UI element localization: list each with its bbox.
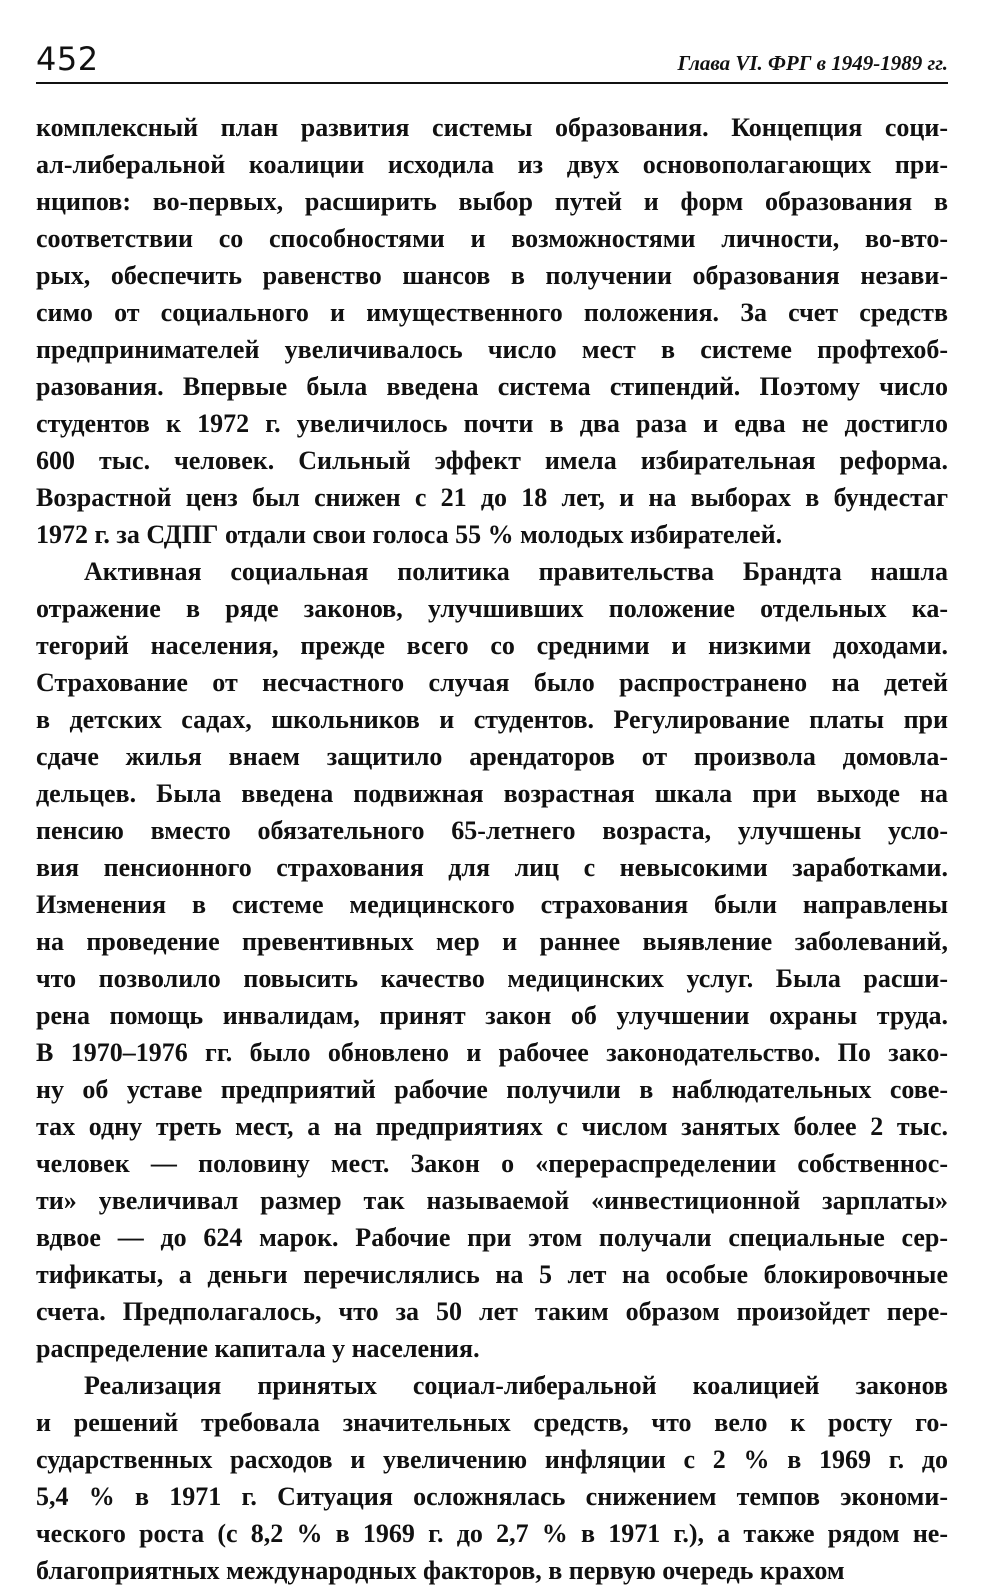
text-line: Активная социальная политика правительства Брандта нашла xyxy=(84,557,948,586)
text-line: вия пенсионного страхования для лиц с невысокими заработками. xyxy=(36,853,948,882)
text-line: симо от социального и имущественного положения. За счет средств xyxy=(36,298,948,327)
text-line: соответствии со способностями и возможностями личности, во-вто- xyxy=(36,224,948,253)
paragraph xyxy=(36,553,948,1367)
text-line: рых, обеспечить равенство шансов в получении образования незави- xyxy=(36,261,948,290)
text-line: в детских садах, школьников и студентов. Регулирование платы при xyxy=(36,705,948,734)
text-line: ти» увеличивал размер так называемой «инвестиционной зарплаты» xyxy=(36,1186,948,1215)
text-line: сдаче жилья внаем защитило арендаторов от произвола домовла- xyxy=(36,742,948,771)
text-line: 1972 г. за СДПГ отдали свои голоса 55 % молодых избирателей. xyxy=(36,520,783,549)
page-header xyxy=(36,40,948,84)
paragraph xyxy=(36,1367,948,1589)
text-line: В 1970–1976 гг. было обновлено и рабочее законодательство. По зако- xyxy=(36,1038,948,1067)
text-line: сударственных расходов и увеличению инфляции с 2 % в 1969 г. до xyxy=(36,1445,948,1474)
text-line: 5,4 % в 1971 г. Ситуация осложнялась снижением темпов экономи- xyxy=(36,1482,948,1511)
text-line: Реализация принятых социал-либеральной коалицией законов xyxy=(84,1371,948,1400)
text-line: и решений требовала значительных средств, что вело к росту го- xyxy=(36,1408,948,1437)
text-line: тегорий населения, прежде всего со средними и низкими доходами. xyxy=(36,631,948,660)
text-line: человек — половину мест. Закон о «перераспределении собственнос- xyxy=(36,1149,948,1178)
book-page xyxy=(36,0,948,1594)
text-line: предпринимателей увеличивалось число мест в системе профтехоб- xyxy=(36,335,948,364)
running-head: Глава VI. ФРГ в 1949-1989 гг. xyxy=(677,51,948,75)
paragraph xyxy=(36,109,948,553)
text-line: нципов: во-первых, расширить выбор путей и форм образования в xyxy=(36,187,948,216)
text-line: отражение в ряде законов, улучшивших положение отдельных ка- xyxy=(36,594,948,623)
text-line: ну об уставе предприятий рабочие получили в наблюдательных сове- xyxy=(36,1075,948,1104)
text-line: благоприятных международных факторов, в первую очередь крахом xyxy=(36,1556,845,1585)
text-line: тификаты, а деньги перечислялись на 5 лет на особые блокировочные xyxy=(36,1260,948,1289)
text-line: тах одну треть мест, а на предприятиях с числом занятых более 2 тыс. xyxy=(36,1112,948,1141)
text-line: дельцев. Была введена подвижная возрастная шкала при выходе на xyxy=(36,779,948,808)
text-line: рена помощь инвалидам, принят закон об улучшении охраны труда. xyxy=(36,1001,948,1030)
text-line: ал-либеральной коалиции исходила из двух основополагающих при- xyxy=(36,150,948,179)
text-line: комплексный план развития системы образования. Концепция соци- xyxy=(36,113,948,142)
text-line: пенсию вместо обязательного 65-летнего возраста, улучшены усло- xyxy=(36,816,948,845)
text-line: Возрастной ценз был снижен с 21 до 18 лет, и на выборах в бундестаг xyxy=(36,483,948,512)
text-line: распределение капитала у населения. xyxy=(36,1334,480,1363)
text-line: счета. Предполагалось, что за 50 лет таким образом произойдет пере- xyxy=(36,1297,948,1326)
page-number: 452 xyxy=(36,40,99,78)
text-line: Изменения в системе медицинского страхования были направлены xyxy=(36,890,948,919)
text-line: студентов к 1972 г. увеличилось почти в два раза и едва не достигло xyxy=(36,409,948,438)
text-line: на проведение превентивных мер и раннее выявление заболеваний, xyxy=(36,927,948,956)
text-line: вдвое — до 624 марок. Рабочие при этом получали специальные сер- xyxy=(36,1223,948,1252)
text-line: разования. Впервые была введена система стипендий. Поэтому число xyxy=(36,372,948,401)
body-text xyxy=(36,109,948,1589)
text-line: что позволило повысить качество медицинских услуг. Была расши- xyxy=(36,964,948,993)
text-line: Страхование от несчастного случая было распространено на детей xyxy=(36,668,948,697)
text-line: 600 тыс. человек. Сильный эффект имела избирательная реформа. xyxy=(36,446,948,475)
text-line: ческого роста (с 8,2 % в 1969 г. до 2,7 % в 1971 г.), а также рядом не- xyxy=(36,1519,948,1548)
